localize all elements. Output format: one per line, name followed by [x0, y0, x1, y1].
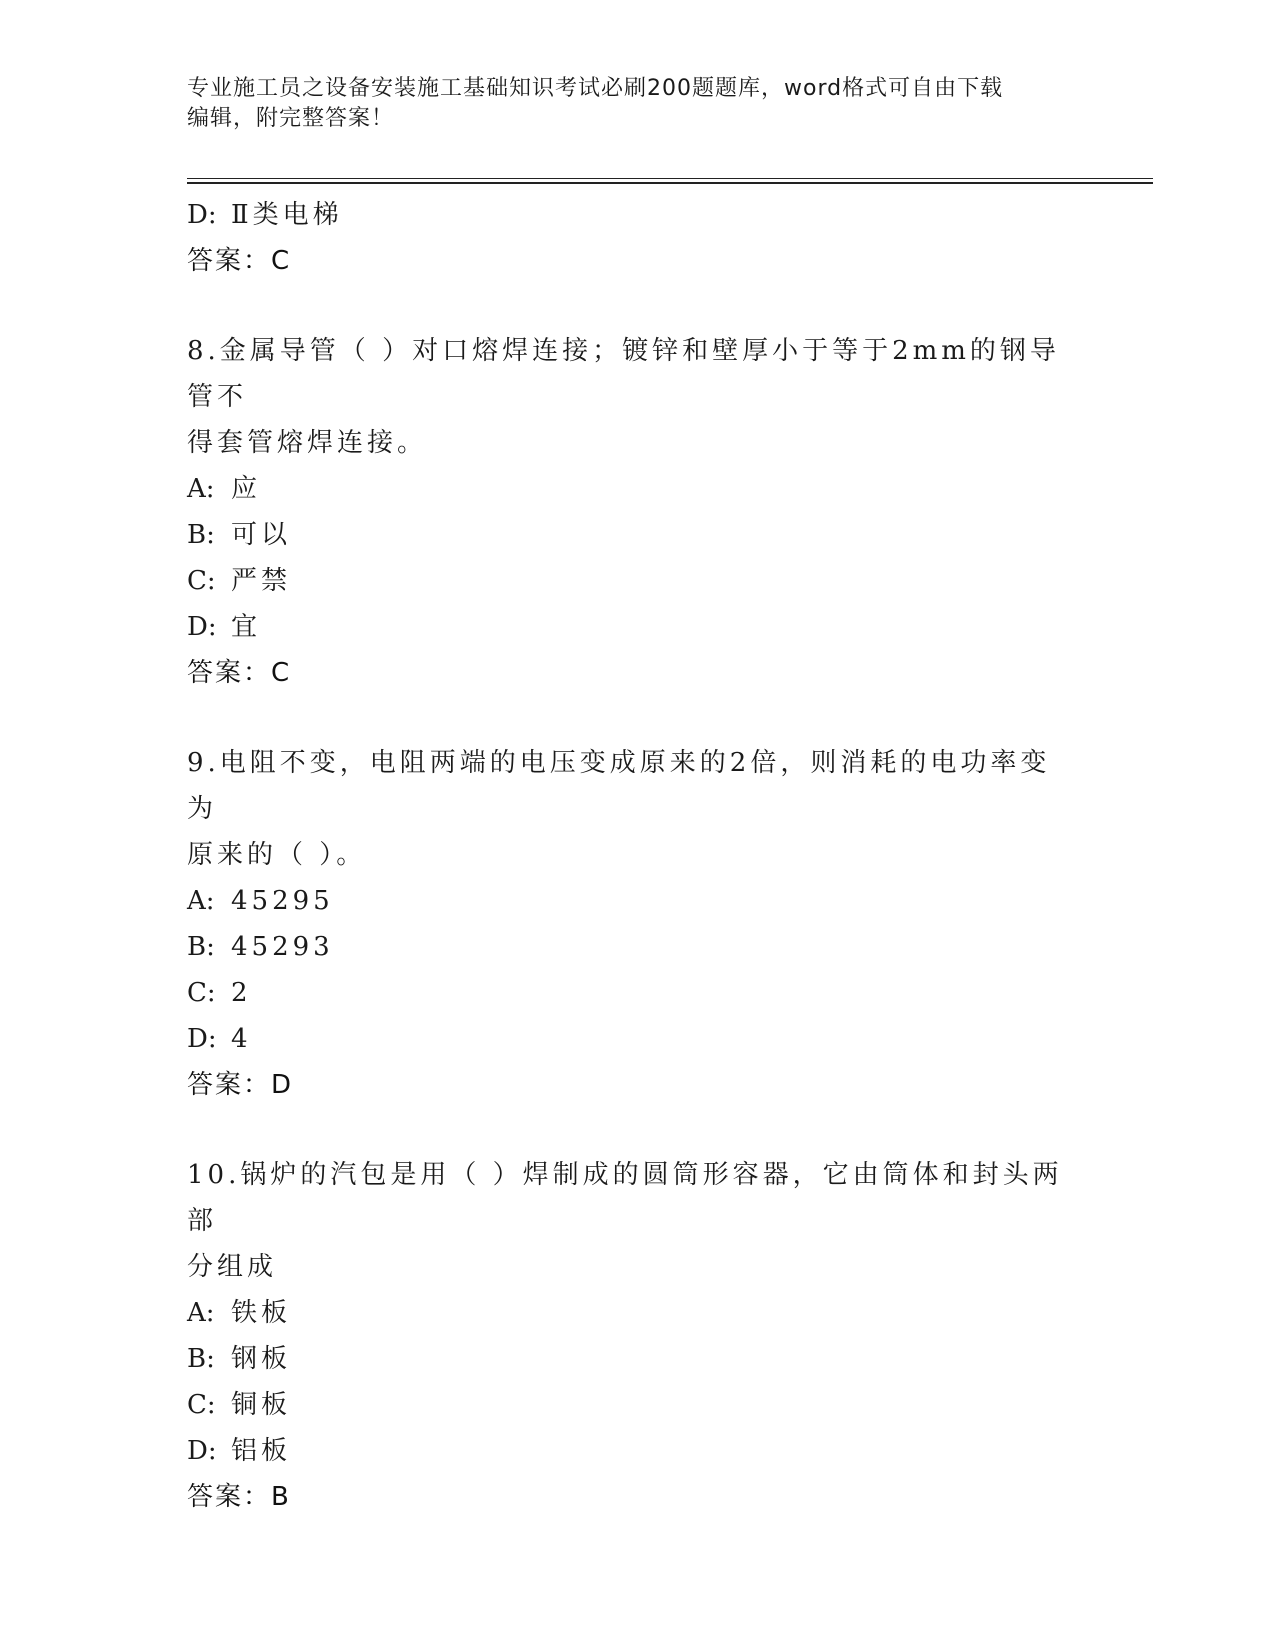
option-row — [187, 1382, 1087, 1428]
option-key: C: — [187, 978, 216, 1008]
option-text: 应 — [231, 474, 262, 504]
option-row — [187, 604, 1087, 650]
option-key: A: — [187, 1298, 215, 1328]
question-stem — [187, 740, 1067, 878]
option-text: 严禁 — [231, 566, 292, 596]
option-text: 2 — [231, 978, 252, 1008]
option-text: 可以 — [231, 520, 292, 550]
option-row — [187, 970, 1087, 1016]
question-10 — [187, 1152, 1087, 1520]
option-row — [187, 558, 1087, 604]
option-row — [187, 924, 1087, 970]
question-stem-line: 9.电阻不变，电阻两端的电压变成原来的2倍，则消耗的电功率变为 — [187, 748, 1051, 824]
option-key: A: — [187, 474, 215, 504]
header-divider-bottom — [187, 182, 1153, 184]
document-header — [187, 74, 1067, 134]
option-key: D: — [187, 1024, 217, 1054]
header-title-line-1: 专业施工员之设备安装施工基础知识考试必刷200题题库，word格式可自由下载 — [187, 76, 1004, 101]
option-text: 铁板 — [231, 1298, 292, 1328]
question-8 — [187, 328, 1087, 696]
option-text: 4 — [231, 1024, 252, 1054]
question-stem — [187, 1152, 1067, 1290]
option-key: B: — [187, 520, 215, 550]
option-key: D: — [187, 1436, 217, 1466]
option-key: D: — [187, 200, 217, 230]
option-row — [187, 1428, 1087, 1474]
option-key: B: — [187, 1344, 215, 1374]
option-row — [187, 192, 1087, 238]
header-divider-top — [187, 178, 1153, 179]
question-spacer — [187, 696, 1087, 740]
option-row — [187, 878, 1087, 924]
question-stem — [187, 328, 1067, 466]
option-text: 45293 — [231, 932, 334, 962]
option-key: C: — [187, 1390, 216, 1420]
answer-line: 答案：C — [187, 246, 292, 276]
option-key: C: — [187, 566, 216, 596]
option-key: A: — [187, 886, 215, 916]
option-row — [187, 1016, 1087, 1062]
question-stem-line: 8.金属导管（ ）对口熔焊连接；镀锌和壁厚小于等于2mm的钢导管不 — [187, 336, 1060, 412]
option-text: 铜板 — [231, 1390, 292, 1420]
option-key: B: — [187, 932, 215, 962]
option-text: 铝板 — [231, 1436, 292, 1466]
option-text: 宜 — [231, 612, 262, 642]
answer-line: 答案：B — [187, 1482, 291, 1512]
option-row — [187, 512, 1087, 558]
option-text: 钢板 — [231, 1344, 292, 1374]
question-spacer — [187, 1108, 1087, 1152]
option-row — [187, 1336, 1087, 1382]
question-stem-line: 10.锅炉的汽包是用（ ）焊制成的圆筒形容器，它由筒体和封头两部 — [187, 1160, 1063, 1236]
answer-line: 答案：C — [187, 658, 292, 688]
option-row — [187, 1290, 1087, 1336]
question-spacer — [187, 284, 1087, 328]
question-list — [187, 192, 1087, 1520]
question-stem-line: 得套管熔焊连接。 — [187, 428, 428, 458]
question-stem-line: 分组成 — [187, 1252, 278, 1282]
option-text: 45295 — [231, 886, 334, 916]
option-row — [187, 466, 1087, 512]
answer-line: 答案：D — [187, 1070, 294, 1100]
question-stem-line: 原来的（ ）。 — [187, 840, 367, 870]
option-key: D: — [187, 612, 217, 642]
option-text: Ⅱ类电梯 — [231, 200, 343, 230]
header-title-line-2: 编辑，附完整答案！ — [187, 106, 395, 131]
question-9 — [187, 740, 1087, 1108]
